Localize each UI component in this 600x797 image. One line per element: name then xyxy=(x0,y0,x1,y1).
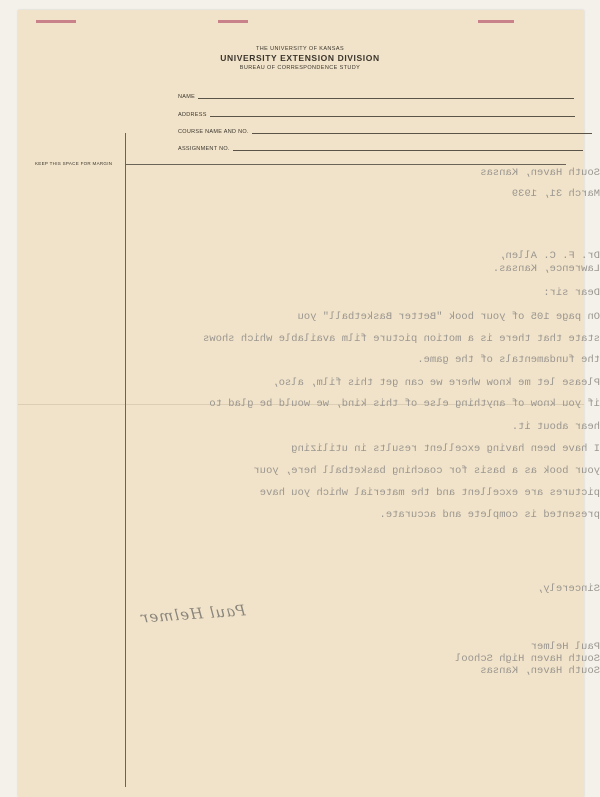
name-field xyxy=(178,94,574,100)
university-name: THE UNIVERSITY OF KANSAS xyxy=(255,46,345,52)
paragraph-3-line-3: pictures are excellent and the material which you have xyxy=(259,487,600,499)
paragraph-1-line-1: On page 105 of your book "Better Basketball" you xyxy=(297,311,600,323)
letter-place: South Haven, Kansas xyxy=(480,167,600,179)
red-edge-mark xyxy=(36,20,76,23)
address-field xyxy=(178,112,575,118)
horizontal-rule xyxy=(125,164,566,165)
red-edge-mark xyxy=(478,20,514,23)
signer-city: South Haven, Kansas xyxy=(480,665,600,677)
address-label: ADDRESS xyxy=(178,112,207,118)
course-label: COURSE NAME AND NO. xyxy=(178,129,249,135)
course-field xyxy=(178,129,592,135)
paragraph-2-line-2: if you know of anything else of this kind, we would be glad to xyxy=(209,398,600,410)
recipient-city: Lawrence, Kansas. xyxy=(492,263,600,275)
bureau-name: BUREAU OF CORRESPONDENCE STUDY xyxy=(239,65,361,71)
signer-school: South Haven High School xyxy=(455,653,600,665)
paragraph-3-line-4: presented is complete and accurate. xyxy=(379,509,600,521)
margin-note: KEEP THIS SPACE FOR MARGIN xyxy=(35,161,113,166)
salutation: Dear sir: xyxy=(543,287,600,299)
paragraph-3-line-1: I have been having excellent results in utilizing xyxy=(291,443,600,455)
paragraph-2-line-3: hear about it. xyxy=(511,421,600,433)
recipient-name: Dr. F. C. Allen, xyxy=(499,250,600,262)
red-edge-mark xyxy=(218,20,248,23)
handwritten-signature: Paul Helmer xyxy=(139,601,247,627)
assignment-line xyxy=(233,150,583,151)
paragraph-1-line-2: state that there is a motion picture film available which shows xyxy=(203,333,600,345)
letter-date: March 31, 1939 xyxy=(511,188,600,200)
letterhead xyxy=(0,46,600,71)
name-line xyxy=(198,98,574,99)
paragraph-1-line-3: the fundamentals of the game. xyxy=(417,354,600,366)
assignment-label: ASSIGNMENT NO. xyxy=(178,146,230,152)
paragraph-3-line-2: your book as a basis for coaching basketball here, your xyxy=(253,465,600,477)
course-line xyxy=(252,133,592,134)
margin-rule xyxy=(125,133,126,787)
assignment-field xyxy=(178,146,583,152)
name-label: NAME xyxy=(178,94,196,100)
division-name: UNIVERSITY EXTENSION DIVISION xyxy=(220,53,380,63)
address-line xyxy=(210,116,575,117)
signer-name: Paul Helmer xyxy=(530,641,600,653)
closing: Sincerely, xyxy=(536,583,600,595)
paragraph-2-line-1: Please let me know where we can get this film, also, xyxy=(272,377,600,389)
